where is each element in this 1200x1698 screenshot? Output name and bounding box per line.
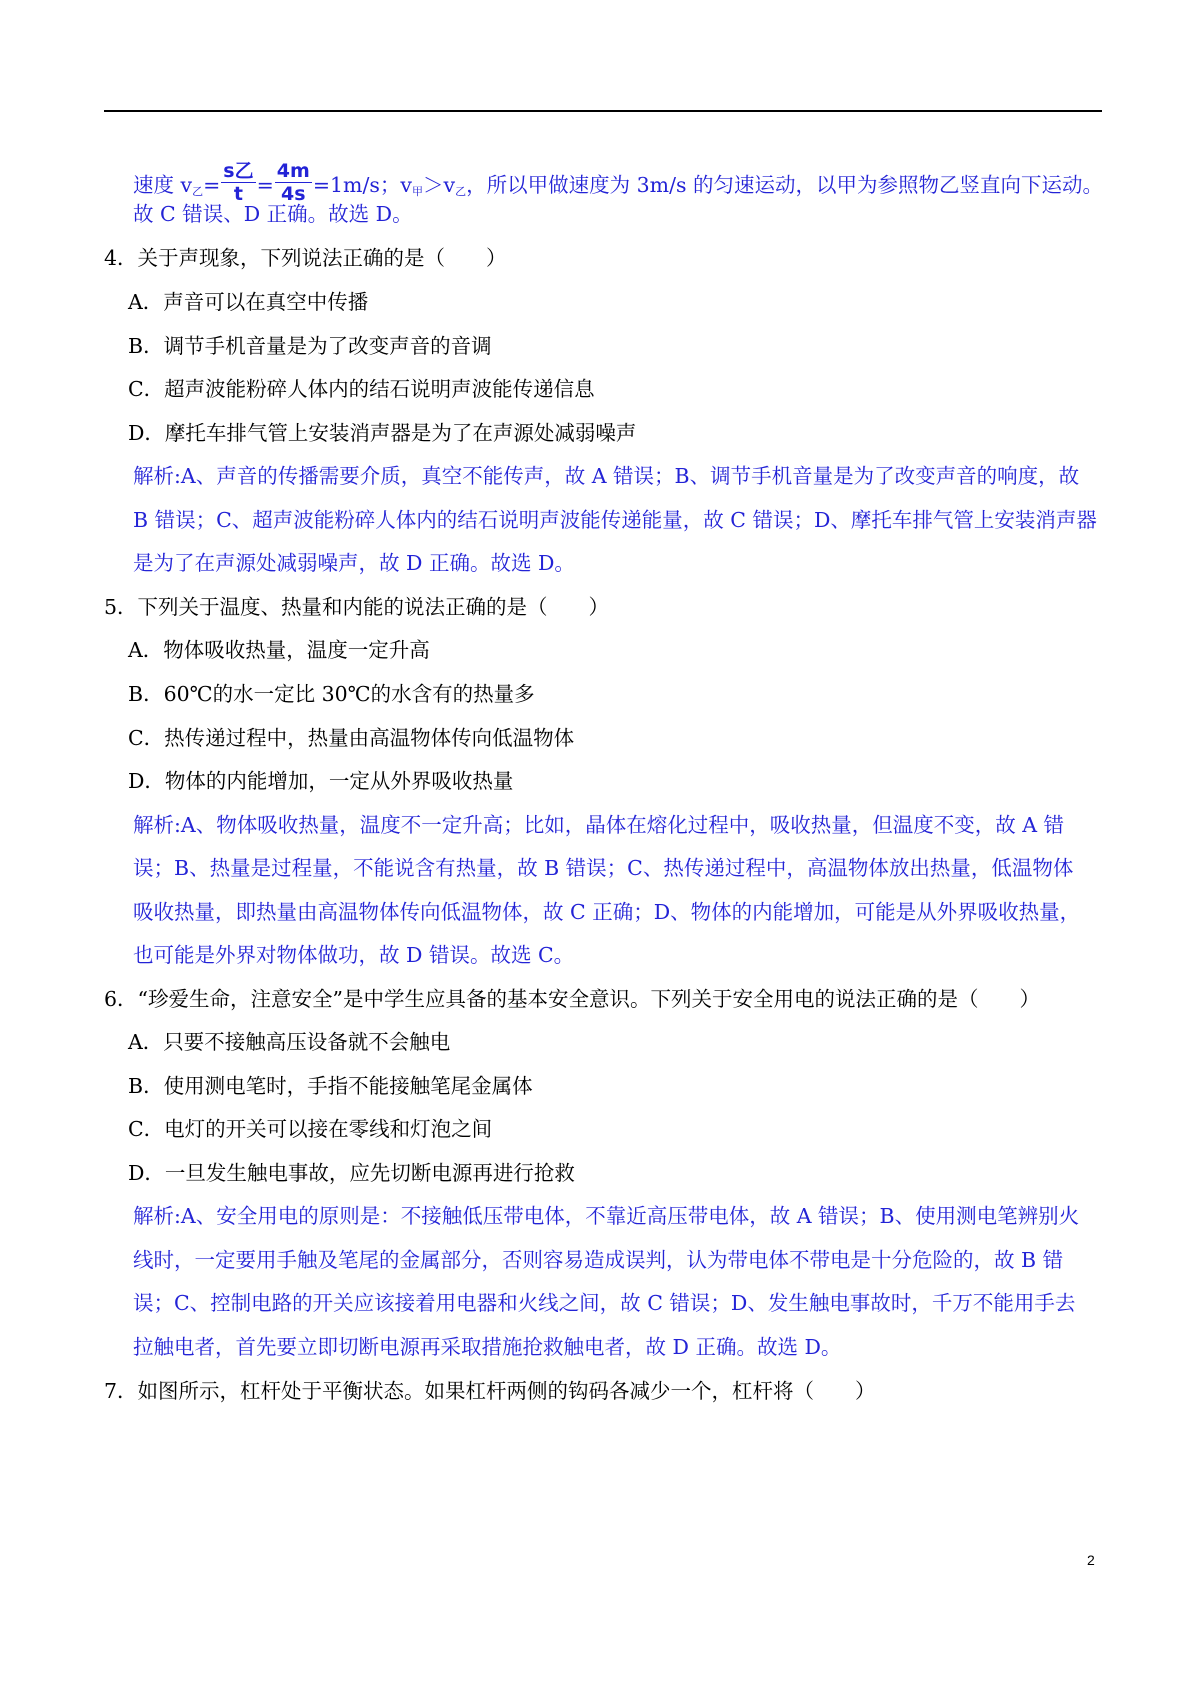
question-6-analysis-line-3: 误；C、控制电路的开关应该接着用电器和火线之间，故 C 错误；D、发生触电事故时，千万不能用手去: [133, 1291, 1076, 1315]
question-4-option-b: B．调节手机音量是为了改变声音的音调: [128, 334, 492, 358]
page-number: 2: [1087, 1552, 1095, 1568]
q3-analysis-line-2: 故 C 错误、D 正确。故选 D。: [133, 202, 413, 226]
question-5-stem: 5．下列关于温度、热量和内能的说法正确的是（ ）: [104, 595, 610, 619]
greater-than: ＞v: [423, 173, 456, 197]
question-4-analysis-line-2: B 错误；C、超声波能粉碎人体内的结石说明声波能传递能量，故 C 错误；D、摩托车排气管上安装消声器: [133, 508, 1097, 532]
question-5-analysis-line-2: 误；B、热量是过程量，不能说含有热量，故 B 错误；C、热传递过程中，高温物体放出热量，低温物体: [133, 856, 1074, 880]
equals-2: =: [256, 173, 274, 197]
question-6-analysis-line-4: 拉触电者，首先要立即切断电源再采取措施抢救触电者，故 D 正确。故选 D。: [133, 1335, 842, 1359]
fraction-4m-over-4s: [275, 160, 312, 205]
header-rule: [104, 110, 1102, 112]
speed-prefix: 速度 v: [133, 173, 193, 197]
question-7-stem: 7．如图所示，杠杆处于平衡状态。如果杠杆两侧的钩码各减少一个，杠杆将（ ）: [104, 1379, 876, 1403]
fraction-1-denominator: t: [233, 183, 243, 205]
question-6-stem: 6．“珍爱生命，注意安全”是中学生应具备的基本安全意识。下列关于安全用电的说法正确的是（ ）: [104, 987, 1041, 1011]
question-4-option-d: D．摩托车排气管上安装消声器是为了在声源处减弱噪声: [128, 421, 637, 445]
question-5-option-c: C．热传递过程中，热量由高温物体传向低温物体: [128, 726, 575, 750]
question-4-analysis-line-3: 是为了在声源处减弱噪声，故 D 正确。故选 D。: [133, 551, 575, 575]
question-4-option-a: A．声音可以在真空中传播: [128, 290, 369, 314]
question-5-option-d: D．物体的内能增加，一定从外界吸收热量: [128, 769, 514, 793]
question-6-analysis-line-1: 解析:A、安全用电的原则是：不接触低压带电体，不靠近高压带电体，故 A 错误；B、使用测电笔辨别火: [133, 1204, 1080, 1228]
question-4-option-c: C．超声波能粉碎人体内的结石说明声波能传递信息: [128, 377, 595, 401]
question-6-option-b: B．使用测电笔时，手指不能接触笔尾金属体: [128, 1074, 533, 1098]
question-6-analysis-line-2: 线时，一定要用手触及笔尾的金属部分，否则容易造成误判，认为带电体不带电是十分危险的，故 B 错: [133, 1248, 1064, 1272]
question-6-option-d: D．一旦发生触电事故，应先切断电源再进行抢救: [128, 1161, 575, 1185]
subscript-yi-2: 乙: [455, 185, 467, 198]
question-6-option-c: C．电灯的开关可以接在零线和灯泡之间: [128, 1117, 493, 1141]
fraction-2-denominator: 4s: [281, 183, 306, 205]
fraction-2-numerator: 4m: [276, 160, 310, 182]
subscript-jia: 甲: [412, 185, 423, 198]
question-6-option-a: A．只要不接触高压设备就不会触电: [128, 1030, 451, 1054]
question-4-stem: 4．关于声现象，下列说法正确的是（ ）: [104, 246, 507, 270]
subscript-yi: 乙: [192, 185, 204, 198]
speed-result: =1m/s；v: [312, 173, 412, 197]
question-4-analysis-line-1: 解析:A、声音的传播需要介质，真空不能传声，故 A 错误；B、调节手机音量是为了改变声音的响度，故: [133, 464, 1080, 488]
question-5-analysis-line-4: 也可能是外界对物体做功，故 D 错误。故选 C。: [133, 943, 575, 967]
question-5-option-b: B．60℃的水一定比 30℃的水含有的热量多: [128, 682, 535, 706]
fraction-1-numerator: s乙: [223, 160, 254, 182]
fraction-s-over-t: [221, 160, 255, 205]
equals-1: =: [203, 173, 221, 197]
question-5-analysis-line-1: 解析:A、物体吸收热量，温度不一定升高；比如，晶体在熔化过程中，吸收热量，但温度不变，故 A 错: [133, 813, 1065, 837]
question-5-analysis-line-3: 吸收热量，即热量由高温物体传向低温物体，故 C 正确；D、物体的内能增加，可能是从外界吸收热量，: [133, 900, 1081, 924]
analysis-tail: ，所以甲做速度为 3m/s 的匀速运动，以甲为参照物乙竖直向下运动。: [466, 173, 1104, 197]
question-5-option-a: A．物体吸收热量，温度一定升高: [128, 638, 430, 662]
